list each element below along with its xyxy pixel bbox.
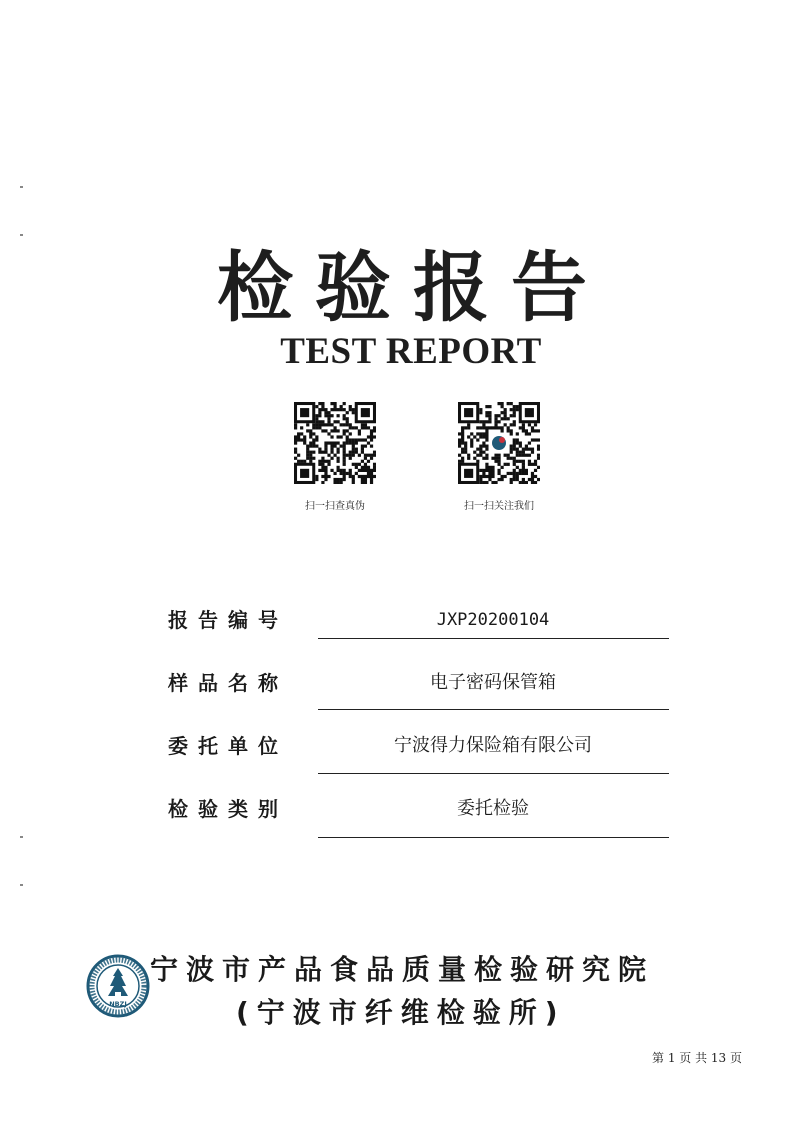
- seal-abbreviation: NBZJ: [109, 1000, 127, 1008]
- field-value-client: 宁波得力保险箱有限公司: [394, 735, 592, 756]
- report-title-english: TEST REPORT: [280, 331, 542, 372]
- field-row-report-number: [0, 606, 794, 656]
- underline: [318, 837, 669, 838]
- scan-mark: [20, 234, 23, 236]
- institute-seal-icon: [86, 954, 150, 1018]
- field-row-sample-name: [0, 669, 794, 719]
- page-number: 第 1 页 共 13 页: [652, 1051, 742, 1065]
- underline: [318, 638, 669, 639]
- field-row-inspection-type: [0, 795, 794, 845]
- underline: [318, 709, 669, 710]
- organization-sub-name: (宁波市纤维检验所): [236, 996, 566, 1029]
- qr-code-icon[interactable]: [294, 402, 376, 484]
- field-value-report-number: JXP20200104: [436, 610, 550, 630]
- qr-code-logo-icon[interactable]: [458, 402, 540, 484]
- field-label: 检验类别: [168, 797, 288, 821]
- organization-name: 宁波市产品食品质量检验研究院: [150, 953, 655, 986]
- scan-mark: [20, 884, 23, 886]
- field-label: 报告编号: [168, 608, 288, 632]
- field-value-sample-name: 电子密码保管箱: [430, 672, 556, 693]
- report-title-chinese: 检验报告: [217, 243, 609, 332]
- qr-caption-follow: 扫一扫关注我们: [464, 501, 534, 512]
- field-row-client: [0, 732, 794, 782]
- underline: [318, 773, 669, 774]
- field-label: 委托单位: [168, 734, 288, 758]
- field-label: 样品名称: [168, 671, 288, 695]
- scan-mark: [20, 186, 23, 188]
- qr-caption-verify: 扫一扫查真伪: [305, 501, 365, 512]
- field-value-inspection-type: 委托检验: [457, 798, 529, 819]
